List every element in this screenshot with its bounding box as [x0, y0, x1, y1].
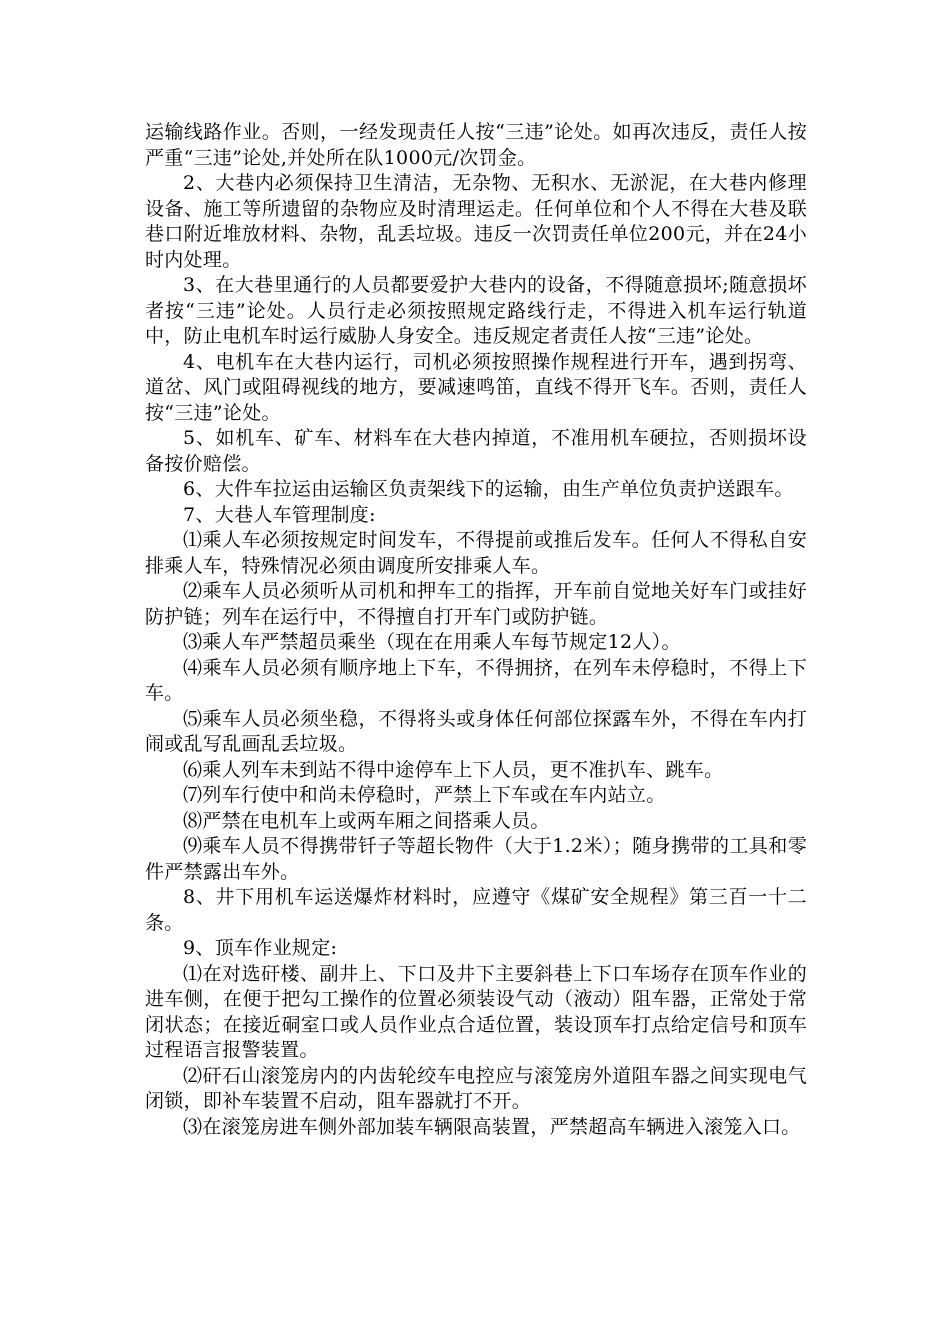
paragraph-item-7-1: ⑴乘人车必须按规定时间发车，不得提前或推后发车。任何人不得私自安排乘人车，特殊情况必须由调度所安排乘人车。: [145, 529, 807, 577]
paragraph-item-9-2: ⑵矸石山滚笼房内的内齿轮绞车电控应与滚笼房外道阻车器之间实现电气闭锁，即补车装置不启动，阻车器就打不开。: [145, 1064, 807, 1112]
paragraph-item-2: 2、大巷内必须保持卫生清洁，无杂物、无积水、无淤泥，在大巷内修理设备、施工等所遗留的杂物应及时清理运走。任何单位和个人不得在大巷及联巷口附近堆放材料、杂物，乱丢垃圾。违反一次罚责任单位200元，并在24小时内处理。: [145, 172, 807, 271]
paragraph-item-3: 3、在大巷里通行的人员都要爱护大巷内的设备，不得随意损坏;随意损坏者按“三违”论处。人员行走必须按照规定路线行走，不得进入机车运行轨道中，防止电机车时运行威胁人身安全。违反规定者责任人按“三违”论处。: [145, 274, 807, 347]
paragraph-item-7-heading: 7、大巷人车管理制度:: [183, 503, 376, 526]
paragraph-item-9-heading: 9、顶车作业规定:: [183, 937, 338, 959]
paragraph-item-7-6: ⑹乘人列车未到站不得中途停车上下人员，更不准扒车、跳车。: [183, 758, 724, 781]
paragraph-item-8: 8、井下用机车运送爆炸材料时，应遵守《煤矿安全规程》第三百一十二条。: [145, 886, 807, 934]
paragraph-item-7-4: ⑷乘车人员必须有顺序地上下车，不得拥挤，在列车未停稳时，不得上下车。: [145, 656, 807, 704]
paragraph-item-7-7: ⑺列车行使中和尚未停稳时，严禁上下车或在车内站立。: [183, 784, 666, 806]
paragraph-item-7-2: ⑵乘车人员必须听从司机和押车工的指挥，开车前自觉地关好车门或挂好防护链；列车在运行中，不得擅自打开车门或防护链。: [145, 580, 807, 628]
paragraph-item-7-8: ⑻严禁在电机车上或两车厢之间搭乘人员。: [183, 809, 550, 832]
paragraph-item-7-5: ⑸乘车人员必须坐稳，不得将头或身体任何部位探露车外，不得在车内打闹或乱写乱画乱丢垃圾。: [145, 707, 807, 755]
document-page: [145, 120, 807, 1140]
paragraph-item-5: 5、如机车、矿车、材料车在大巷内掉道，不准用机车硬拉，否则损坏设备按价赔偿。: [145, 427, 807, 475]
paragraph-continuation: 运输线路作业。否则，一经发现责任人按“三违”论处。如再次违反，责任人按严重“三违”论处,并处所在队1000元/次罚金。: [145, 121, 807, 169]
paragraph-item-7-9: ⑼乘车人员不得携带钎子等超长物件（大于1.2米）；随身携带的工具和零件严禁露出车外。: [145, 835, 807, 883]
paragraph-item-9-3: ⑶在滚笼房进车侧外部加装车辆限高装置，严禁超高车辆进入滚笼入口。: [183, 1115, 801, 1138]
paragraph-item-4: 4、电机车在大巷内运行，司机必须按照操作规程进行开车，遇到拐弯、道岔、风门或阻碍视线的地方，要减速鸣笛，直线不得开飞车。否则，责任人按“三违”论处。: [145, 350, 807, 424]
paragraph-item-9-1: ⑴在对选矸楼、副井上、下口及井下主要斜巷上下口车场存在顶车作业的进车侧，在便于把勾工操作的位置必须装设气动（液动）阻车器，正常处于常闭状态；在接近硐室口或人员作业点合适位置，装设顶车打点给定信号和顶车过程语言报警装置。: [145, 962, 807, 1061]
paragraph-item-7-3: ⑶乘人车严禁超员乘坐（现在在用乘人车每节规定12人）。: [183, 631, 681, 653]
paragraph-item-6: 6、大件车拉运由运输区负责架线下的运输，由生产单位负责护送跟车。: [183, 478, 794, 500]
